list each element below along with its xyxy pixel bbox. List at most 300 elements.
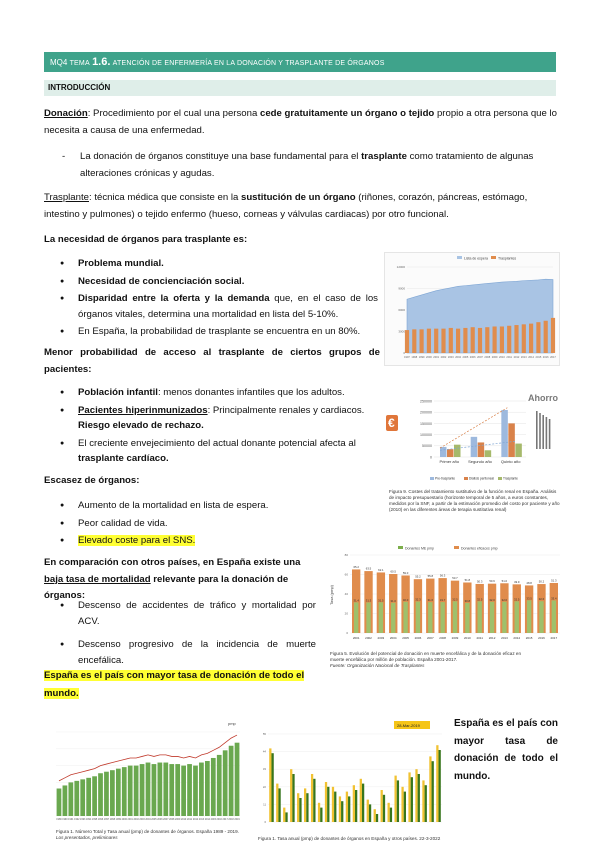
ahorro-bar — [546, 417, 548, 449]
data-label: 30.8 — [464, 598, 471, 603]
legend-label: Trasplante — [503, 476, 518, 481]
x-tick-label: 2002 — [365, 636, 372, 640]
donantes-eficaces-bar — [515, 601, 519, 633]
legend-swatch — [457, 256, 462, 259]
x-tick-label: 2007 — [477, 356, 483, 359]
data-label: 55.2 — [415, 574, 421, 579]
donantes-eficaces-bar — [416, 602, 420, 633]
y-tick-label: 40 — [344, 592, 348, 597]
x-tick-label: 2003 — [377, 636, 385, 640]
trasplante-term: Trasplante — [44, 192, 89, 203]
x-tick-label: 1997 — [103, 818, 110, 821]
x-tick-label: 1998 — [109, 818, 116, 821]
y-tick-label: 6000 — [398, 308, 405, 313]
necesidad-list — [60, 256, 378, 342]
country-bar — [411, 777, 413, 822]
euro-icon: € — [388, 416, 395, 430]
data-label: 31.0 — [390, 598, 396, 603]
donor-bar — [63, 785, 68, 816]
donor-bar — [146, 763, 151, 816]
data-label: 48.8 — [526, 580, 532, 585]
country-bar — [283, 808, 285, 822]
donantes-eficaces-bar — [552, 600, 556, 633]
country-bar — [271, 753, 273, 822]
x-tick-label: 2000 — [121, 818, 127, 821]
x-tick-label: 2003 — [139, 818, 145, 821]
donors-spain-chart — [44, 718, 244, 826]
transplant-bar — [529, 324, 533, 353]
country-bar — [360, 779, 362, 822]
legend-swatch — [491, 256, 496, 259]
x-tick-label: 2014 — [513, 636, 521, 640]
country-bar — [332, 787, 334, 822]
x-tick-label: 2008 — [439, 636, 446, 640]
country-bar — [388, 803, 390, 822]
country-bar — [401, 787, 403, 822]
y-tick-label: 55 — [262, 732, 266, 736]
country-bar — [418, 774, 420, 822]
x-tick-label: 2006 — [414, 636, 422, 640]
donor-bar — [181, 766, 186, 816]
data-label: 32.0 — [489, 597, 495, 602]
donors-country-chart — [256, 718, 446, 834]
donantes-eficaces-bar — [379, 602, 383, 633]
country-bar — [348, 796, 350, 822]
x-tick-label: 2001 — [433, 356, 440, 359]
donation-evolution-chart — [328, 543, 564, 649]
country-bar — [290, 769, 292, 822]
donor-bar — [199, 763, 204, 816]
tema-number: 1.6. — [92, 56, 111, 68]
x-tick-label: 1994 — [85, 818, 92, 821]
dash-bold: trasplante — [361, 151, 407, 162]
country-bar — [383, 795, 385, 822]
chapter-title: ATENCIÓN DE ENFERMERÍA EN LA DONACIÓN Y TRASPLANTE DE ÓRGANOS — [112, 60, 385, 67]
donor-bar — [193, 766, 198, 816]
donacion-text1: : Procedimiento por el cual una persona — [87, 108, 260, 119]
x-tick-label: 2011 — [186, 818, 193, 821]
x-tick-label: 1997 — [404, 356, 410, 359]
transplant-bar — [463, 328, 467, 353]
donor-bar — [57, 789, 62, 816]
waiting-list-chart — [385, 253, 559, 365]
x-tick-label: 2015 — [535, 356, 542, 359]
list-item: ● Descenso de accidentes de tráfico y mortalidad por ACV. — [60, 598, 316, 630]
x-tick-label: 2001 — [352, 636, 360, 640]
donation-evolution-figure — [328, 543, 564, 649]
country-bar — [318, 803, 320, 822]
x-tick-label: 2012 — [488, 636, 496, 640]
transplant-bar — [493, 326, 497, 353]
data-label: 50.6 — [489, 579, 495, 584]
donor-bar — [187, 764, 192, 816]
dash-bullet: - — [62, 151, 66, 162]
ahorro-bar — [549, 419, 551, 449]
x-tick-label: 2004 — [455, 356, 461, 359]
data-label: 31.5 — [378, 598, 384, 603]
cost-bar — [478, 442, 485, 457]
transplant-bar — [514, 325, 518, 353]
country-bar — [339, 796, 341, 822]
section-title: INTRODUCCIÓN — [44, 80, 556, 96]
x-tick-label: 1995 — [91, 818, 98, 821]
pmp-label: pmp — [228, 721, 236, 726]
donacion-dash-paragraph — [80, 149, 558, 182]
x-tick-label: 2014 — [204, 818, 211, 821]
data-label: 32.5 — [476, 597, 483, 602]
donor-bar — [92, 776, 97, 816]
country-bar — [439, 750, 441, 822]
donor-bar — [163, 763, 168, 816]
x-tick-label: 2017 — [222, 818, 228, 821]
list-item: ● Peor calidad de vida. — [60, 516, 360, 532]
x-tick-label: 2001 — [127, 818, 133, 821]
data-label: 51.0 — [501, 578, 508, 583]
donantes-eficaces-bar — [354, 602, 358, 633]
tema-label: TEMA — [69, 60, 90, 67]
x-tick-label: 2019 — [234, 818, 240, 821]
country-bar — [278, 788, 280, 822]
country-bar — [325, 782, 327, 822]
country-bar — [369, 804, 371, 822]
x-tick-label: 2009 — [175, 818, 181, 821]
legend-label: 28-Mar-2019 — [397, 723, 420, 728]
list-item: ● Necesidad de concienciación social. — [60, 274, 378, 290]
data-label: 32.0 — [402, 597, 409, 602]
comparacion-list — [60, 598, 316, 671]
data-label: 60.5 — [390, 569, 396, 574]
cost-bar — [485, 450, 492, 457]
country-bar — [362, 784, 364, 822]
data-label: 50.3 — [476, 579, 483, 584]
x-tick-label: 1999 — [418, 356, 425, 359]
data-label: 32.5 — [514, 597, 520, 602]
x-tick-label: 2010 — [499, 356, 505, 359]
donacion-paragraph — [44, 106, 558, 139]
country-bar — [415, 769, 417, 822]
legend-swatch — [454, 546, 459, 549]
country-bar — [269, 748, 271, 822]
donor-bar — [122, 767, 127, 816]
data-label: 32.3 — [415, 597, 421, 602]
data-label: 53.7 — [452, 576, 458, 581]
list-item: ● Pacientes hiperinmunizados: Principalmente renales y cardiacos. Riesgo elevado de rechazo. — [60, 403, 378, 434]
x-tick-label: 1993 — [80, 818, 86, 821]
list-item: ● Elevado coste para el SNS. — [60, 533, 360, 549]
fig2-caption: Figura 9. Costes del tratamiento sustitutivo de la función renal en España. Análisis de impacto presupuestario (horizonte temporal de 5 años, a euros constantes, medidos por la SNF, a partir de la estimación promedio del costo por paciente y año (2010) en las diferentes áreas de terapia sustitutiva renal) — [389, 489, 560, 512]
y-tick-label: 100000 — [420, 433, 432, 437]
donors-spain-figure — [44, 718, 244, 826]
data-label: 51.8 — [464, 577, 471, 582]
y-tick-label: 22 — [262, 784, 266, 789]
donor-bar — [140, 764, 145, 816]
dash-text2: como tratamiento de algunas alteraciones crónicas y agudas. — [80, 151, 534, 179]
x-tick-label: 2016 — [542, 356, 549, 359]
x-tick-label: 2008 — [484, 356, 491, 359]
ahorro-bar — [539, 413, 541, 449]
donor-bar — [116, 769, 121, 816]
legend-swatch — [464, 477, 468, 480]
x-tick-label: 1989 — [56, 818, 62, 821]
ahorro-label: Ahorro — [528, 393, 558, 403]
country-bar — [381, 790, 383, 822]
y-tick-label: 0 — [264, 820, 266, 824]
country-bar — [353, 785, 355, 822]
donors-country-figure — [256, 718, 446, 834]
x-tick-label: 2002 — [133, 818, 139, 821]
list-item: ● Descenso progresivo de la incidencia de muerte encefálica. — [60, 637, 316, 669]
x-tick-label: 2015 — [525, 636, 533, 640]
transplant-bar — [434, 329, 438, 353]
transplant-bar — [441, 329, 445, 353]
cost-bar — [515, 444, 522, 457]
donantes-eficaces-bar — [465, 603, 469, 633]
module-code: MQ4 — [50, 58, 68, 67]
country-bar — [397, 780, 399, 822]
list-item: ● Problema mundial. — [60, 256, 378, 272]
country-bar — [297, 793, 299, 822]
transplant-bar — [536, 322, 540, 353]
country-bar — [404, 792, 406, 822]
data-label: 31.3 — [365, 598, 372, 603]
waiting-list-figure — [384, 252, 560, 366]
necesidad-title: La necesidad de órganos para trasplante es: — [44, 234, 248, 245]
transplant-bar — [449, 328, 453, 353]
comparacion-paragraph: En comparación con otros países, en España existe una baja tasa de mortalidad relevante para la donación de órganos: — [44, 557, 301, 601]
y-tick-label: 50000 — [422, 444, 432, 449]
country-bar — [408, 772, 410, 822]
espana-highlight: España es el país con mayor tasa de donación de todo el mundo. — [44, 670, 305, 699]
country-bar — [436, 745, 438, 822]
transplant-bar — [420, 329, 424, 353]
country-bar — [422, 780, 424, 822]
costs-figure — [386, 389, 562, 487]
cost-bar — [508, 423, 515, 457]
data-label: 56.3 — [439, 573, 446, 578]
ahorro-bar — [542, 415, 544, 449]
donor-bar — [80, 779, 85, 816]
donor-bar — [110, 770, 115, 816]
x-tick-label: 2000 — [426, 356, 432, 359]
x-tick-label: 2006 — [157, 818, 163, 821]
donor-bar — [74, 781, 79, 816]
data-label: 62.1 — [378, 567, 384, 572]
ahorro-bar — [536, 411, 538, 449]
donor-bar — [104, 772, 109, 816]
dash-text1: La donación de órganos constituye una base fundamental para el — [80, 151, 362, 162]
donantes-eficaces-bar — [440, 602, 444, 633]
data-label: 32.5 — [452, 597, 458, 602]
cost-bar — [440, 447, 447, 457]
donor-bar — [205, 761, 210, 816]
x-tick-label: 2002 — [440, 356, 447, 359]
x-tick-label: 2013 — [198, 818, 205, 821]
x-tick-label: 2007 — [426, 636, 434, 640]
x-tick-label: 2009 — [451, 636, 459, 640]
x-tick-label: 2008 — [169, 818, 175, 821]
x-tick-label: 2007 — [163, 818, 169, 821]
x-tick-label: 1998 — [411, 356, 418, 359]
legend-swatch — [430, 477, 434, 480]
data-label: 65.2 — [353, 564, 359, 569]
legend-label: Pre-trasplante — [435, 476, 456, 481]
y-tick-label: 11 — [263, 802, 266, 807]
x-tick-label: 1996 — [97, 818, 104, 821]
x-tick-label: 2018 — [228, 818, 234, 821]
data-label: 32.6 — [538, 597, 545, 602]
transplant-bar — [544, 321, 548, 353]
donacion-text2: propio a otra persona que lo necesita a causa de una enfermedad. — [44, 108, 557, 136]
y-tick-label: 150000 — [420, 421, 432, 426]
cost-bar — [447, 449, 454, 457]
donantes-eficaces-bar — [428, 602, 432, 633]
donor-bar — [152, 764, 157, 816]
y-tick-label: 0 — [403, 351, 405, 356]
data-label: 31.7 — [439, 598, 446, 603]
costs-chart — [386, 389, 562, 487]
x-tick-label: 2006 — [469, 356, 476, 359]
transplant-bar — [403, 330, 409, 356]
donacion-bold: cede gratuitamente un órgano o tejido — [259, 108, 435, 119]
cost-bar — [454, 445, 461, 457]
donor-bar — [68, 782, 73, 816]
x-tick-label: 2013 — [501, 636, 508, 640]
legend-swatch — [498, 477, 502, 480]
list-item: ● En España, la probabilidad de trasplante se encuentra en un 80%. — [60, 324, 378, 340]
country-bar — [425, 785, 427, 822]
donantes-eficaces-bar — [539, 601, 543, 633]
donor-bar — [211, 758, 216, 816]
donantes-eficaces-bar — [490, 602, 494, 633]
data-label: 55.8 — [427, 574, 434, 579]
list-item: ● Población infantil: menos donantes infantiles que los adultos. — [60, 385, 378, 401]
x-tick-label: 2017 — [550, 356, 556, 359]
x-tick-label: 2015 — [210, 818, 216, 821]
country-bar — [311, 774, 313, 822]
y-tick-label: 250000 — [420, 399, 432, 404]
x-tick-label: 1999 — [115, 818, 121, 821]
legend-swatch — [398, 546, 403, 549]
country-bar — [346, 792, 348, 822]
data-label: 59.0 — [402, 570, 409, 575]
donor-bar — [175, 764, 180, 816]
x-tick-label: 1991 — [68, 818, 74, 821]
y-tick-label: 0 — [430, 455, 432, 460]
y-tick-label: 60 — [344, 572, 348, 577]
y-tick-label: 0 — [346, 631, 348, 636]
donantes-eficaces-bar — [478, 601, 482, 633]
donor-bar — [223, 750, 228, 816]
country-bar — [376, 814, 378, 822]
transplant-bar — [507, 326, 511, 353]
country-bar — [313, 779, 315, 822]
fig5-caption: Figura 1. Tasa anual (pmp) de donantes de órganos en España y otros países. 22-3-2022 — [258, 836, 441, 841]
chapter-header — [44, 52, 556, 72]
legend-label: Diálisis peritoneal — [469, 476, 494, 481]
legend-label: Donantes eficaces pmp — [461, 546, 498, 551]
espana-side-text: España es el país con mayor tasa de donación de todo el mundo. — [454, 718, 558, 782]
legend-label: Donantes ME pmp — [405, 546, 434, 551]
trasplante-bold: sustitución de un órgano — [240, 192, 356, 203]
donor-bar — [235, 743, 240, 816]
x-tick-label: 1990 — [62, 818, 68, 821]
country-bar — [292, 774, 294, 822]
x-tick-label: 2005 — [462, 356, 469, 359]
transplant-bar — [551, 318, 555, 353]
data-label: 31.4 — [353, 598, 359, 603]
data-label: 63.5 — [365, 566, 372, 571]
donor-bar — [128, 766, 133, 816]
donor-bar — [217, 755, 222, 816]
cost-bar — [471, 437, 478, 457]
country-bar — [355, 790, 357, 822]
x-tick-label: 2010 — [180, 818, 187, 821]
donantes-eficaces-bar — [453, 601, 457, 633]
donantes-eficaces-bar — [391, 603, 395, 633]
menor-list — [60, 385, 378, 469]
data-label: 32.0 — [501, 597, 508, 602]
y-tick-label: 80 — [344, 553, 348, 558]
donor-bar — [134, 766, 139, 816]
y-axis-label: Tasa (pmp) — [329, 584, 334, 605]
data-label: 51.3 — [551, 578, 557, 583]
escasez-list — [60, 498, 360, 551]
country-bar — [432, 761, 434, 822]
x-tick-label: 2011 — [476, 636, 483, 640]
donor-bar — [169, 764, 174, 816]
x-tick-label: 2017 — [550, 636, 558, 640]
x-tick-label: 2014 — [528, 356, 534, 359]
country-bar — [299, 798, 301, 822]
x-tick-label: 2004 — [389, 636, 397, 640]
country-bar — [394, 776, 396, 822]
fig3-caption: Figura 5. Evolución del potencial de donación en muerte encefálica y de la donación eficaz en muerte encefálica por millón de población. España 2001-2017. Fuente: Organización Nacional de Trasplantes — [330, 651, 522, 668]
x-tick-label: Quinto año — [500, 459, 521, 464]
country-bar — [276, 784, 278, 822]
country-bar — [429, 756, 431, 822]
transplant-bar — [456, 329, 460, 353]
donantes-eficaces-bar — [502, 602, 506, 633]
donor-bar — [158, 763, 163, 816]
country-bar — [304, 788, 306, 822]
x-tick-label: 2004 — [145, 818, 151, 821]
x-tick-label: 2005 — [151, 818, 157, 821]
menor-title: Menor probabilidad de acceso al trasplante de ciertos grupos de pacientes: — [44, 347, 380, 375]
x-tick-label: 2016 — [538, 636, 545, 640]
x-tick-label: 2012 — [513, 356, 520, 359]
country-bar — [374, 809, 376, 822]
transplant-bar — [412, 329, 416, 353]
transplant-bar — [427, 329, 431, 353]
x-tick-label: 2016 — [216, 818, 222, 821]
transplant-bar — [500, 326, 504, 353]
escasez-title: Escasez de órganos: — [44, 475, 140, 486]
data-label: 31.6 — [427, 598, 434, 603]
country-bar — [327, 787, 329, 822]
x-tick-label: 2009 — [491, 356, 498, 359]
y-tick-label: 20 — [344, 611, 348, 616]
legend-label: Trasplantes — [498, 256, 517, 261]
x-tick-label: 2003 — [447, 356, 454, 359]
y-tick-label: 9000 — [398, 286, 405, 291]
donor-bar — [98, 773, 103, 816]
list-item: ● El creciente envejecimiento del actual donante potencial afecta al trasplante cardíaco. — [60, 436, 378, 467]
country-bar — [341, 801, 343, 822]
trasplante-text2: (riñones, corazón, páncreas, estómago, intestino y pulmones) o tejido enfermo (hueso, corneas y válvulas cardiacas) por otro funcional. — [44, 192, 528, 220]
country-bar — [390, 808, 392, 822]
fig4-caption: Figura 1. Número Total y Tasa anual (pmp) de donantes de órganos. España 1989 - 2019. Los presentados, preliminares — [56, 829, 239, 840]
donor-bar — [229, 746, 234, 816]
